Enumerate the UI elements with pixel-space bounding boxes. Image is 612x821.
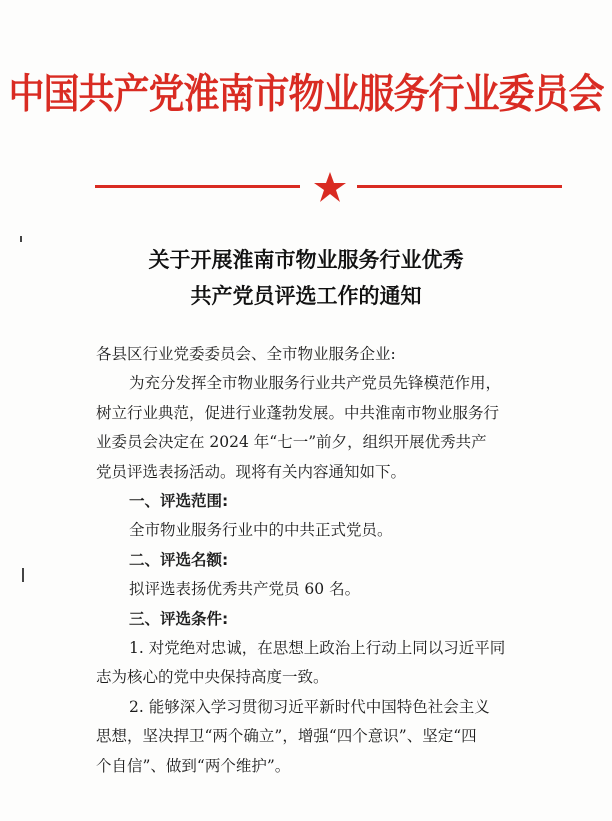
red-star-icon (313, 172, 347, 202)
intro-line-1: 为充分发挥全市物业服务行业共产党员先锋模范作用， (129, 374, 502, 393)
section-1-body: 全市物业服务行业中的中共正式党员。 (129, 521, 393, 540)
intro-line-4: 党员评选表扬活动。现将有关内容通知如下。 (96, 462, 407, 481)
condition-1-line-1: 1. 对党绝对忠诚，在思想上政治上行动上同以习近平同 (129, 639, 506, 658)
section-3-heading: 三、评选条件: (129, 609, 229, 628)
title-line-1: 关于开展淮南市物业服务行业优秀 (148, 247, 464, 272)
divider-line-left (95, 185, 300, 188)
scan-mark (20, 236, 22, 242)
document-body (96, 340, 576, 781)
divider-line-right (357, 185, 562, 188)
condition-1-line-2: 志为核心的党中央保持高度一致。 (96, 668, 329, 687)
salutation: 各县区行业党委委员会、全市物业服务企业: (96, 345, 396, 363)
title-line-2: 共产党员评选工作的通知 (190, 283, 422, 308)
intro-line-3: 业委员会决定在 2024 年“七一”前夕，组织开展优秀共产 (96, 433, 487, 452)
letterhead-title: 中国共产党淮南市物业服务行业委员会 (8, 70, 604, 118)
scan-mark (22, 568, 24, 582)
document-title (0, 242, 612, 314)
letterhead-divider (0, 172, 612, 202)
section-2-body: 拟评选表扬优秀共产党员 60 名。 (129, 580, 361, 599)
section-1-heading: 一、评选范围: (129, 492, 229, 511)
condition-2-line-1: 2. 能够深入学习贯彻习近平新时代中国特色社会主义 (129, 697, 490, 716)
condition-2-line-3: 个自信”、做到“两个维护”。 (96, 756, 291, 775)
intro-line-2: 树立行业典范，促进行业蓬勃发展。中共淮南市物业服务行 (96, 403, 500, 422)
section-2-heading: 二、评选名额: (129, 550, 229, 569)
condition-2-line-2: 思想，坚决捍卫“两个确立”，增强“四个意识”、坚定“四 (96, 727, 477, 746)
